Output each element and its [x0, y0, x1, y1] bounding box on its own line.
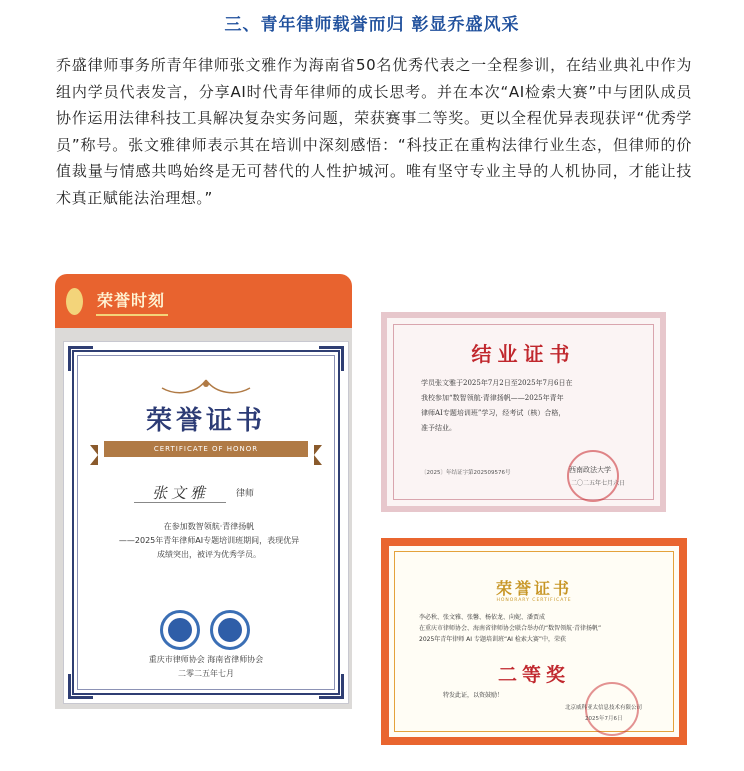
prize-label: 二等奖: [497, 664, 570, 686]
section-title: 三、青年律师载誉而归 彰显乔盛风采: [224, 15, 520, 35]
text-line: 我校参加“数智领航·青律扬帆——2025年青年: [421, 394, 564, 402]
flourish-ornament-icon: [156, 376, 256, 398]
graduation-certificate-title: 结业证书: [471, 342, 576, 366]
issue-date: 二〇二五年七月六日: [571, 480, 626, 487]
desc-line: 成绩突出，被评为优秀学员。: [157, 550, 261, 559]
issuers: 重庆市律师协会 海南省律师协会: [148, 655, 264, 664]
association-seal-icon: [210, 610, 250, 650]
issuer: 北京威科亚太信息技术有限公司: [565, 705, 643, 711]
award-certificate-subtitle: HONORARY CERTIFICATE: [496, 598, 572, 603]
recipient-role: 律师: [236, 489, 255, 499]
desc-line: 在参加数智领航·青律扬帆: [163, 522, 255, 531]
text-line: 准予结业。: [421, 424, 456, 432]
tag-underline: [96, 314, 168, 316]
award-certificate-text: [419, 612, 659, 645]
award-note: 特发此证，以资鼓励！: [443, 692, 504, 699]
text-line: 在重庆市律师协会、海南省律师协会联合举办的“数智领航·青律扬帆”: [419, 625, 602, 632]
graduation-certificate-text: [421, 376, 641, 436]
award-certificate-image: [381, 538, 687, 745]
signature-line: [134, 502, 226, 503]
association-seal-icon: [160, 610, 200, 650]
article-paragraph: 乔盛律师事务所青年律师张文雅作为海南省50名优秀代表之一全程参训，在结业典礼中作为组内学员代表发言，分享AI时代青年律师的成长思考。并在本次“AI检索大赛”中与团队成员协作运用法律科技工具解决复杂实务问题，荣获赛事二等奖。更以全程优异表现获评“优秀学员”称号。张文雅律师表示其在培训中深刻感悟：“科技正在重构法律行业生态，但律师的价值裁量与情感共鸣始终是无可替代的人性护城河。唯有坚守专业主导的人机协同，才能让技术真正赋能法治理想。”: [56, 56, 692, 207]
text-line: 学员张文雅于2025年7月2日至2025年7月6日在: [421, 379, 573, 387]
graduation-certificate-image: [381, 312, 666, 512]
honor-certificate-description: [104, 520, 314, 562]
issuer: 西南政法大学: [569, 466, 611, 474]
text-line: 2025年青年律师 AI 专题培训班“AI 检索大赛”中，荣获: [419, 636, 566, 643]
certificate-number: 〔2025〕年结证字第202509576号: [421, 470, 511, 476]
signature: 张文雅: [152, 484, 210, 502]
ribbon-banner: [104, 441, 308, 457]
card-tag-label: 荣誉时刻: [97, 291, 166, 310]
tag-oval-icon: [66, 288, 83, 315]
text-line: 李必秋、张文雅、张馨、杨依龙、向妮、潘贾成: [419, 614, 546, 621]
honor-certificate-image: [63, 341, 349, 704]
desc-line: ——2025年青年律师AI专题培训班期间，表现优异: [118, 536, 300, 545]
ribbon-text: CERTIFICATE OF HONOR: [153, 445, 259, 453]
corner-ornament-icon: [68, 346, 93, 371]
award-certificate-title: 荣誉证书: [495, 579, 572, 598]
text-line: 律师AI专题培训班”学习，经考试（核）合格，: [421, 409, 566, 417]
corner-ornament-icon: [319, 346, 344, 371]
red-stamp-icon: [567, 450, 619, 502]
honor-certificate-title: 荣誉证书: [145, 406, 266, 436]
issue-date: 2025年7月6日: [585, 716, 623, 722]
issue-date: 二零二五年七月: [178, 669, 234, 678]
